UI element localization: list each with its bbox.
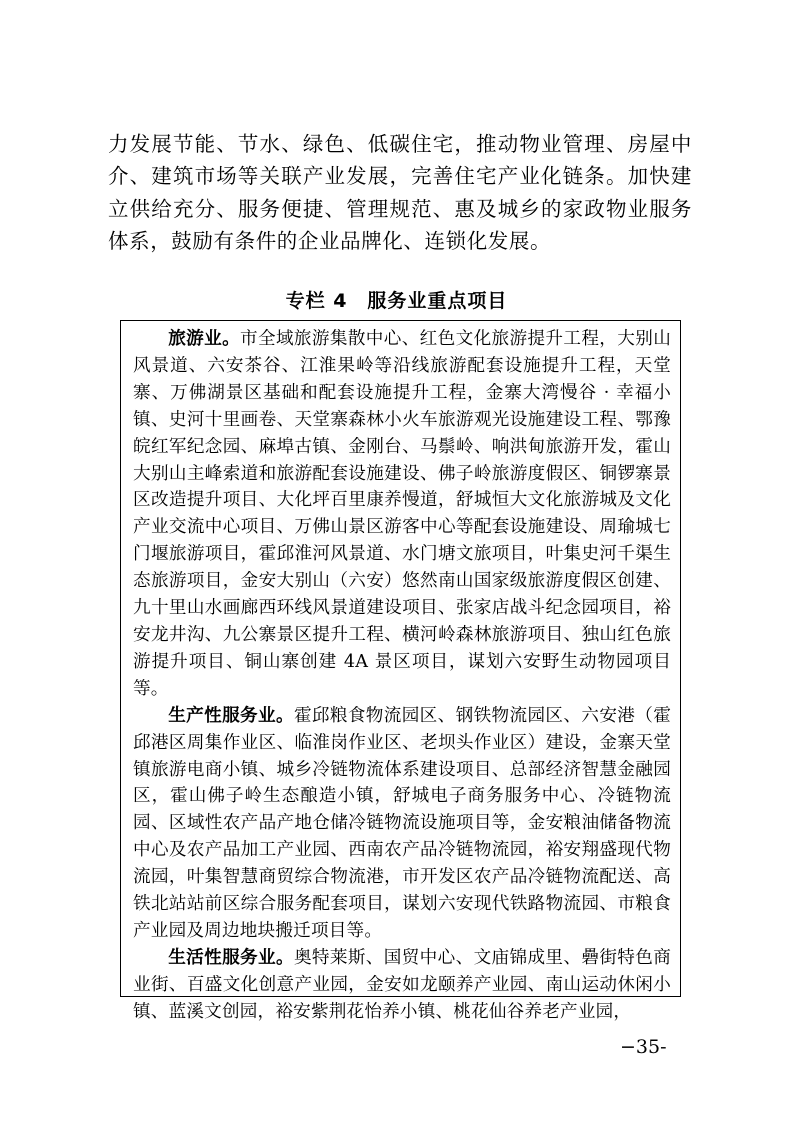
intro-paragraph: 力发展节能、节水、绿色、低碳住宅，推动物业管理、房屋中介、建筑市场等关联产业发展，完善住宅产业化链条。加快建立供给充分、服务便捷、管理规范、惠及城乡的家政物业服务体系，鼓励有条件的企业品牌化、连锁化发展。: [108, 132, 692, 254]
section-tourism: [133, 326, 671, 703]
section-producer-services: [133, 703, 671, 945]
page-number: −35-: [620, 1036, 667, 1058]
project-box: [120, 320, 681, 1022]
box-title: 专栏 4 服务业重点项目: [285, 290, 508, 312]
section-text: 市全域旅游集散中心、红色文化旅游提升工程，大别山风景道、六安茶谷、江淮果岭等沿线旅游配套设施提升工程，天堂寨、万佛湖景区基础和配套设施提升工程，金寨大湾慢谷 · 幸福小镇、史河十里画卷、天堂寨森林小火车旅游观光设施建设工程、鄂豫皖红军纪念园、麻埠古镇、金刚台、马鬃岭、响洪甸旅游开发，霍山大别山主峰索道和旅游配套设施建设、佛子岭旅游度假区、铜锣寨景区改造提升项目、大化坪百里康养慢道，舒城恒大文化旅游城及文化产业交流中心项目、万佛山景区游客中心等配套设施建设、周瑜城七门堰旅游项目，霍邱淮河风景道、水门塘文旅项目，叶集史河千渠生态旅游项目，金安大别山（六安）悠然南山国家级旅游度假区创建、九十里山水画廊西环线风景道建设项目、张家店战斗纪念园项目，裕安龙井沟、九公寨景区提升工程、横河岭森林旅游项目、独山红色旅游提升项目、铜山寨创建 4A 景区项目，谋划六安野生动物园项目等。: [133, 329, 671, 699]
section-lead: 生产性服务业。: [168, 704, 294, 726]
section-text: 奥特莱斯、国贸中心、文庙锦成里、礨街特色商业街、百盛文化创意产业园，金安如龙颐养产业园、南山运动休闲小镇、蓝溪文创园，裕安紫荆花怡养小镇、桃花仙谷养老产业园，: [133, 947, 671, 1022]
section-lead: 生活性服务业。: [168, 946, 294, 968]
section-lead: 旅游业。: [168, 328, 241, 349]
section-text: 霍邱粮食物流园区、钢铁物流园区、六安港（霍邱港区周集作业区、临淮岗作业区、老坝头作业区）建设，金寨天堂镇旅游电商小镇、城乡冷链物流体系建设项目、总部经济智慧金融园区，霍山佛子岭生态酿造小镇，舒城电子商务服务中心、冷链物流园、区域性农产品产地仓储冷链物流设施项目等，金安粮油储备物流中心及农产品加工产业园、西南农产品冷链物流园，裕安翔盛现代物流园，叶集智慧商贸综合物流港，市开发区农产品冷链物流配送、高铁北站站前区综合服务配套项目，谋划六安现代铁路物流园、市粮食产业园及周边地块搬迁项目等。: [133, 705, 671, 941]
section-consumer-services: [133, 945, 671, 1026]
